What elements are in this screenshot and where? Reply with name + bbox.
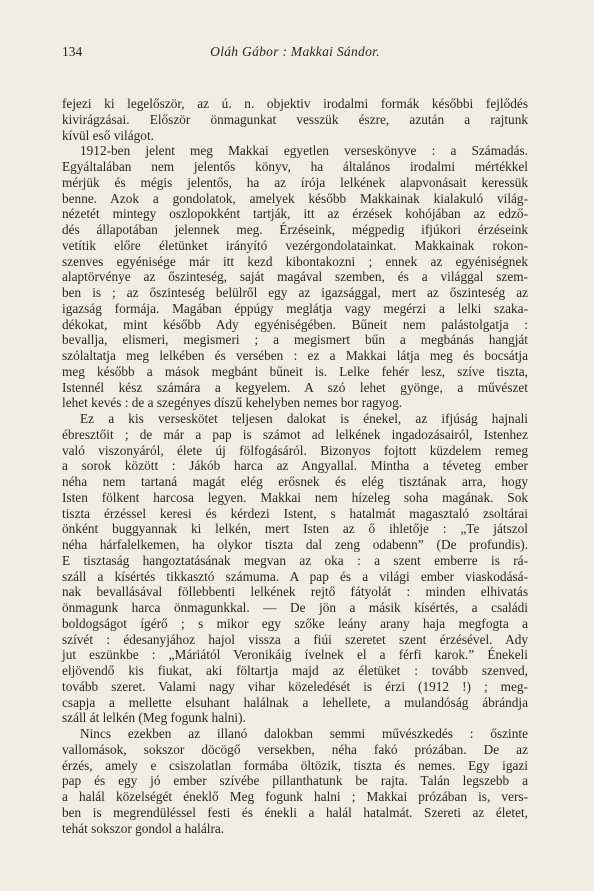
text-line: szívét : édesanyjához hajol vissza a fiúi szeretet szent érzésével. Ady — [62, 631, 528, 647]
text-line: 1912-ben jelent meg Makkai egyetlen verseskönyve : a Számadás. — [80, 143, 528, 159]
text-line: a sorok között : Jákób harca az Angyallal. Mintha a téveteg ember — [62, 458, 528, 474]
text-line: lehet kevés : de a szegényes díszű kehelyben nemes bor ragyog. — [62, 395, 403, 411]
text-line: boldogságot ígérő ; s mikor egy szőke leány arany haja megfogta a — [62, 615, 528, 631]
text-line: Isten fölkent harcosa legyen. Makkai nem hízeleg soha magának. Sok — [62, 489, 528, 505]
text-line: Ez a kis verseskötet teljesen dalokat is énekel, az ifjúság hajnali — [80, 411, 528, 426]
page-number: 134 — [62, 44, 83, 59]
text-line: szenves egyénisége már itt kezd kibontakozni ; ennek az egyéniségnek — [62, 253, 528, 269]
text-line: kivirágzásai. Először önmagunkat vesszük észre, azután a rajtunk — [62, 111, 528, 127]
text-line: benne. Azok a gondolatok, amelyek később Makkainak kialakuló világ- — [62, 190, 528, 206]
paragraph-2 — [62, 143, 528, 411]
text-line: csapja a mellette elsuhant halálnak a lehellete, a mulandóság ábrándja — [62, 694, 528, 710]
paragraph-1 — [62, 96, 528, 143]
text-line: vallomások, sokszor döcögő versekben, néha fakó prózában. De az — [62, 741, 528, 757]
text-line: önként buggyannak ki lelkén, mert Isten az ő ihletője : „Te játszol — [62, 521, 528, 537]
text-line: fejezi ki legelőször, az ú. n. objektiv irodalmi formák későbbi fejlődés — [62, 96, 528, 111]
text-line: mérjük és mégis jelentős, ha az írója lelkének alapvonásait keressük — [62, 174, 528, 190]
text-line: Egyáltalában nem jelentős könyv, ha általános irodalmi mértékkel — [62, 159, 528, 174]
text-line: ébresztőit ; de már a pap is számot ad lelkének ingadozásairól, Istenhez — [62, 426, 528, 442]
text-line: E tisztaság hangoztatásának megvan az oka : a szent emberre is rá- — [62, 552, 528, 568]
text-line: néha nem tartaná magát elég erősnek és elég tisztának arra, hogy — [62, 474, 528, 489]
text-line: ben is ; az őszinteség belülről egy az igazsággal, mert az őszinteség az — [62, 285, 528, 300]
text-line: Istennél kész számára a kegyelem. A szó lehet gyönge, a művészet — [62, 379, 528, 395]
text-line: tiszta érzéssel keresi és kérdezi Istent, s hatalmát magasztaló zsoltárai — [62, 505, 528, 521]
text-line: Nincs ezekben az illanó dalokban semmi művészkedés : őszinte — [80, 726, 528, 741]
text-line: szólaltatja meg lelkében és versében : ez a Makkai látja meg és bocsátja — [62, 348, 528, 363]
text-line: néha hárfalelkemen, ha olykor tiszta dal zeng odabenn” (De profundis). — [62, 537, 528, 552]
text-line: ben is megrendüléssel festi és énekli a halál hatalmát. Szereti az életet, — [62, 804, 528, 820]
text-line: önmagunk harca önmagunkkal. — De jön a másik kísértés, a családi — [62, 600, 528, 615]
text-line: bevallja, elismeri, megismeri ; a megismert bűn a megbánás hangját — [62, 332, 528, 348]
text-line: a halál közelségét éneklő Meg fogunk halni ; Makkai prózában is, vers- — [62, 789, 528, 804]
page-header — [62, 44, 528, 62]
text-line: nézetét mintegy oszlopokként tartják, itt az érzések kohójában az edző- — [62, 206, 528, 222]
text-line: dékokat, mint később Ady egyéniségében. Bűneit nem palástolgatja : — [62, 316, 528, 332]
text-line: pap és egy jó ember szívébe pillanthatunk be rajta. Talán legszebb a — [62, 773, 528, 789]
paragraph-4 — [62, 726, 528, 836]
text-line: nak bevallásával föllebbenti lelkének rejtő fátyolát : minden elhivatás — [62, 584, 528, 600]
text-line: tehát sokszor gondol a halálra. — [62, 820, 225, 836]
text-line: való viszonyáról, élete új fölfogásáról. Bizonyos fojtott küzdelem remeg — [62, 442, 528, 458]
text-line: száll át lelkén (Meg fogunk halni). — [62, 710, 246, 726]
paragraph-3 — [62, 411, 528, 726]
text-line: alaptörvénye az őszinteség, saját magával szemben, és a világgal szem- — [62, 269, 528, 285]
text-line: vetítik előre életünket irányító vezérgondolatainkat. Makkainak rokon- — [62, 237, 528, 253]
text-line: érzés, amely e csiszolatlan formába öltözik, tiszta és nemes. Egy igazi — [62, 757, 528, 773]
text-line: meg később a mások megbánt bűneit is. Lelke fehér lesz, szíve tiszta, — [62, 363, 528, 379]
text-line: igazság formája. Magában éppúgy meglátja vagy megérzi a lelki szaka- — [62, 300, 528, 316]
text-line: tovább szeret. Valami nagy vihar közeledését is érzi (1912 !) ; meg- — [62, 678, 528, 694]
text-line: eljövendő kis fiukat, aki föltartja majd az életüket : tovább szenved, — [62, 663, 528, 678]
text-line: jut eszünkbe : „Máriától Veronikáig ívelnek el a férfi karok.” Énekeli — [62, 647, 528, 663]
text-line: kívül eső világot. — [62, 127, 154, 143]
text-line: száll a kísértés tikkasztó számuma. A pap és a világi ember viaskodásá- — [62, 568, 528, 584]
text-line: dés állapotában jelennek meg. Érzéseink, mégpedig ifjúkori érzéseink — [62, 222, 528, 237]
body-text — [62, 96, 528, 836]
running-head: Oláh Gábor : Makkai Sándor. — [210, 44, 380, 59]
